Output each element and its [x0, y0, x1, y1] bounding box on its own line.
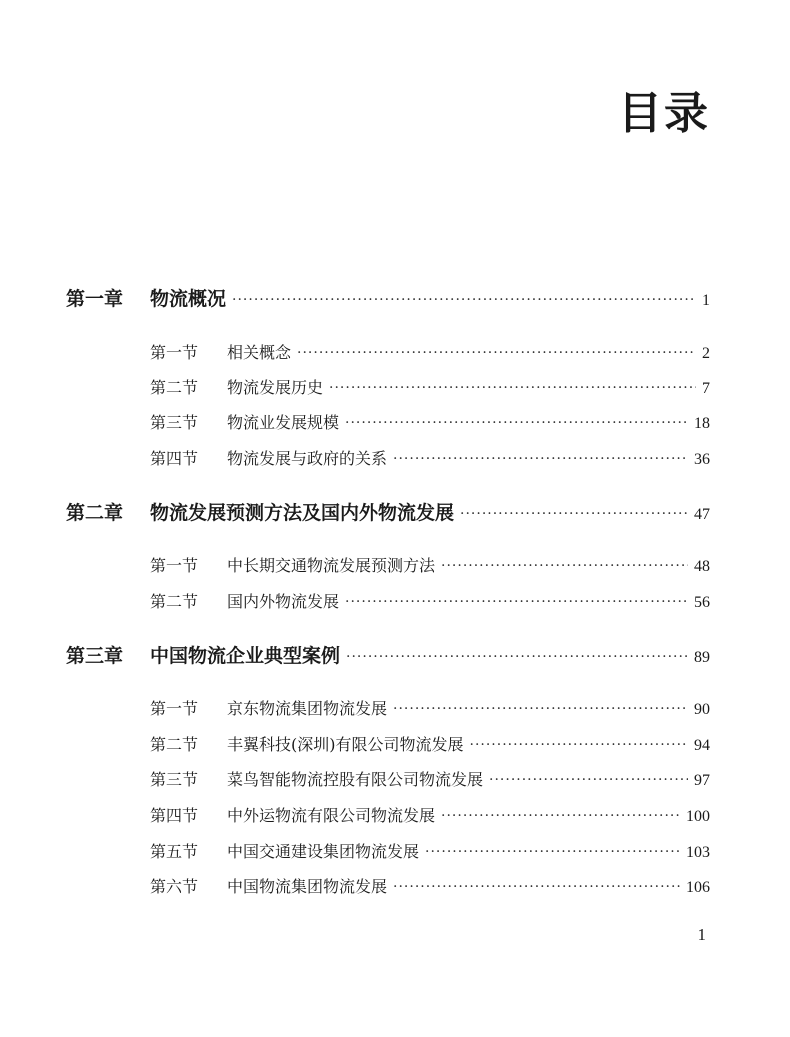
toc-section-3-5[interactable]: [150, 839, 710, 862]
dot-leader: [345, 594, 688, 610]
toc-section-1-4[interactable]: [150, 446, 710, 469]
page-number: 94: [694, 737, 710, 754]
dot-leader: [441, 808, 680, 824]
toc-section-1-3[interactable]: [150, 410, 710, 433]
page-number: 56: [694, 594, 710, 611]
dot-leader: [393, 879, 680, 895]
section-number: 第四节: [150, 449, 199, 468]
chapter-number: 第三章: [66, 645, 124, 667]
section-title: 国内外物流发展: [227, 592, 340, 611]
toc-section-1-2[interactable]: [150, 375, 710, 398]
section-title: 丰翼科技(深圳)有限公司物流发展: [227, 735, 464, 754]
folio-page-number: 1: [697, 925, 706, 944]
page-number: 97: [694, 772, 710, 789]
chapter-number: 第二章: [66, 502, 124, 524]
page-number: 2: [702, 345, 710, 362]
section-title: 中国交通建设集团物流发展: [227, 842, 420, 861]
dot-leader: [345, 415, 688, 431]
toc-section-3-6[interactable]: [150, 874, 710, 897]
chapter-title: 物流概况: [150, 288, 227, 310]
section-number: 第二节: [150, 592, 199, 611]
section-number: 第四节: [150, 806, 199, 825]
page-number: 48: [694, 558, 710, 575]
page-number: 36: [694, 451, 710, 468]
page-number: 47: [694, 506, 710, 523]
dot-leader: [329, 380, 696, 396]
page-number: 100: [686, 808, 710, 825]
toc-section-3-4[interactable]: [150, 803, 710, 826]
page-number: 18: [694, 415, 710, 432]
dot-leader: [470, 737, 689, 753]
section-title: 物流发展与政府的关系: [227, 449, 388, 468]
dot-leader: [425, 844, 680, 860]
section-title: 相关概念: [227, 343, 292, 362]
dot-leader: [460, 506, 688, 522]
toc-section-3-2[interactable]: [150, 732, 710, 755]
toc-section-3-1[interactable]: [150, 696, 710, 719]
dot-leader: [393, 451, 688, 467]
section-title: 京东物流集团物流发展: [227, 699, 388, 718]
section-number: 第三节: [150, 770, 199, 789]
section-number: 第一节: [150, 343, 199, 362]
page-title: 目录: [618, 88, 710, 139]
dot-leader: [441, 558, 688, 574]
page-number: 7: [702, 380, 710, 397]
section-number: 第六节: [150, 877, 199, 896]
section-number: 第五节: [150, 842, 199, 861]
toc-chapter-1[interactable]: [66, 284, 710, 311]
section-number: 第二节: [150, 378, 199, 397]
dot-leader: [489, 772, 688, 788]
toc-section-1-1[interactable]: [150, 340, 710, 363]
toc-section-2-2[interactable]: [150, 589, 710, 612]
toc-section-3-3[interactable]: [150, 767, 710, 790]
page-number: 1: [702, 292, 710, 309]
page-number: 103: [686, 844, 710, 861]
page-number: 90: [694, 701, 710, 718]
section-title: 物流业发展规模: [227, 413, 340, 432]
dot-leader: [346, 649, 688, 665]
dot-leader: [297, 345, 696, 361]
dot-leader: [393, 701, 688, 717]
section-number: 第三节: [150, 413, 199, 432]
section-number: 第二节: [150, 735, 199, 754]
section-title: 中国物流集团物流发展: [227, 877, 388, 896]
chapter-title: 中国物流企业典型案例: [150, 645, 341, 667]
section-title: 物流发展历史: [227, 378, 324, 397]
chapter-title: 物流发展预测方法及国内外物流发展: [150, 502, 455, 524]
toc-section-2-1[interactable]: [150, 553, 710, 576]
toc-chapter-2[interactable]: [66, 498, 710, 525]
section-number: 第一节: [150, 556, 199, 575]
section-title: 菜鸟智能物流控股有限公司物流发展: [227, 770, 484, 789]
toc-chapter-3[interactable]: [66, 641, 710, 668]
section-title: 中外运物流有限公司物流发展: [227, 806, 436, 825]
dot-leader: [232, 292, 696, 308]
section-number: 第一节: [150, 699, 199, 718]
page-number: 106: [686, 879, 710, 896]
page-number: 89: [694, 649, 710, 666]
section-title: 中长期交通物流发展预测方法: [227, 556, 436, 575]
chapter-number: 第一章: [66, 288, 124, 310]
